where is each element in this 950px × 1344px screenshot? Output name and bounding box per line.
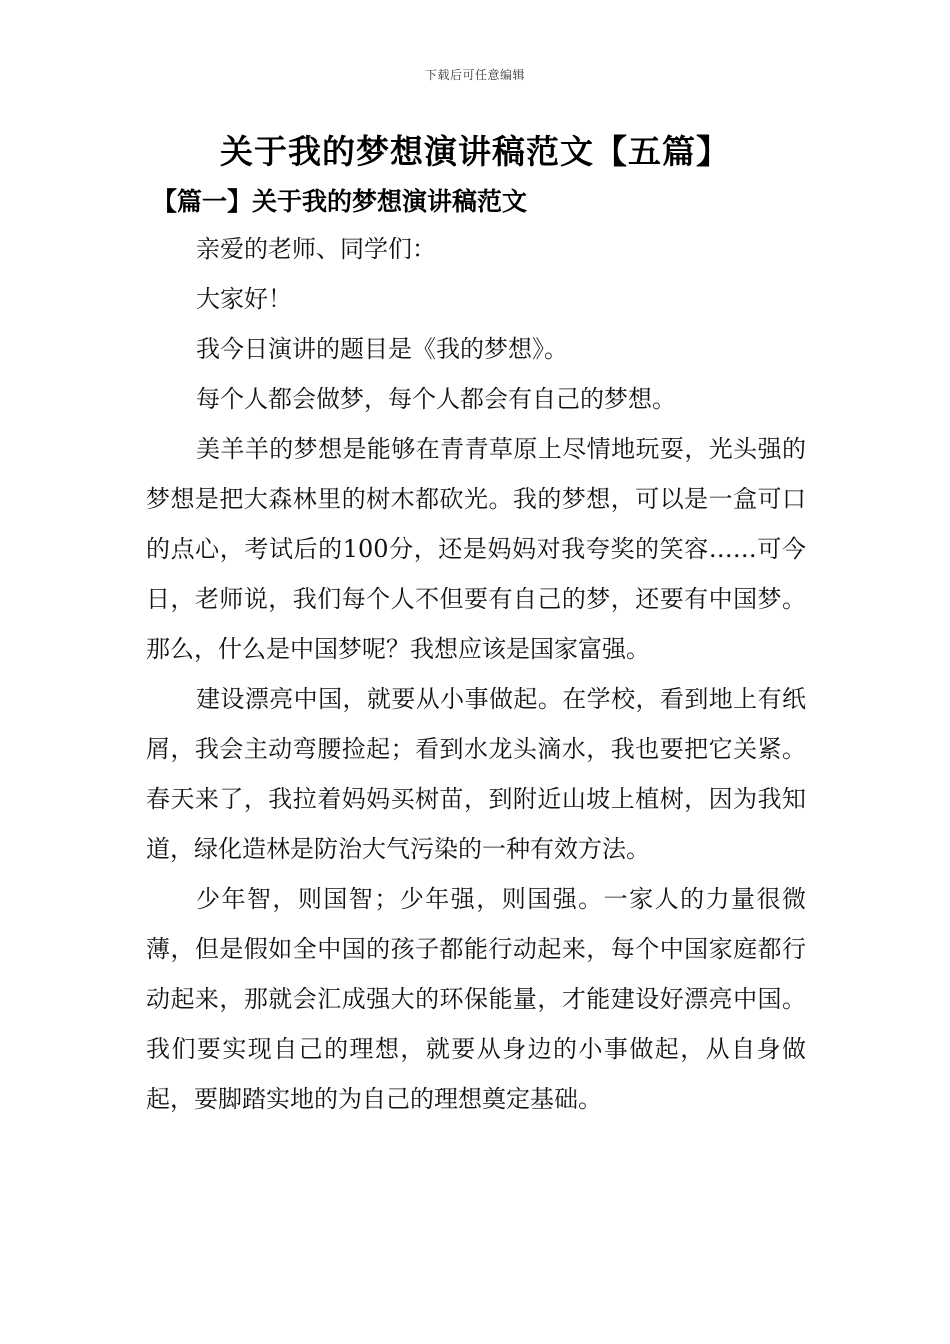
- paragraph-intro: 每个人都会做梦，每个人都会有自己的梦想。: [196, 385, 676, 413]
- paragraph-youth: 少年智，则国智；少年强，则国强。一家人的力量很微薄，但是假如全中国的孩子都能行动起来，每个中国家庭都行动起来，那就会汇成强大的环保能量，才能建设好漂亮中国。我们要实现自己的理想，就要从身边的小事做起，从自身做起，要脚踏实地的为自己的理想奠定基础。: [146, 885, 806, 1113]
- section-heading: 【篇一】关于我的梦想演讲稿范文: [152, 187, 528, 216]
- paragraph-dreams: 美羊羊的梦想是能够在青青草原上尽情地玩耍，光头强的梦想是把大森林里的树木都砍光。我的梦想，可以是一盒可口的点心，考试后的100分，还是妈妈对我夸奖的笑容……可今日，老师说，我们每个人不但要有自己的梦，还要有中国梦。那么，什么是中国梦呢？我想应该是国家富强。: [146, 435, 806, 663]
- header-note: 下载后可任意编辑: [424, 68, 525, 82]
- paragraph-build-china: 建设漂亮中国，就要从小事做起。在学校，看到地上有纸屑，我会主动弯腰捡起；看到水龙头滴水，我也要把它关紧。春天来了，我拉着妈妈买树苗，到附近山坡上植树，因为我知道，绿化造林是防治大气污染的一种有效方法。: [146, 685, 806, 863]
- paragraph-hello: 大家好！: [196, 285, 292, 313]
- paragraph-greeting: 亲爱的老师、同学们：: [196, 235, 436, 263]
- document-title: 关于我的梦想演讲稿范文【五篇】: [220, 132, 730, 171]
- document-body: [146, 224, 806, 1124]
- paragraph-topic: 我今日演讲的题目是《我的梦想》。: [196, 335, 568, 363]
